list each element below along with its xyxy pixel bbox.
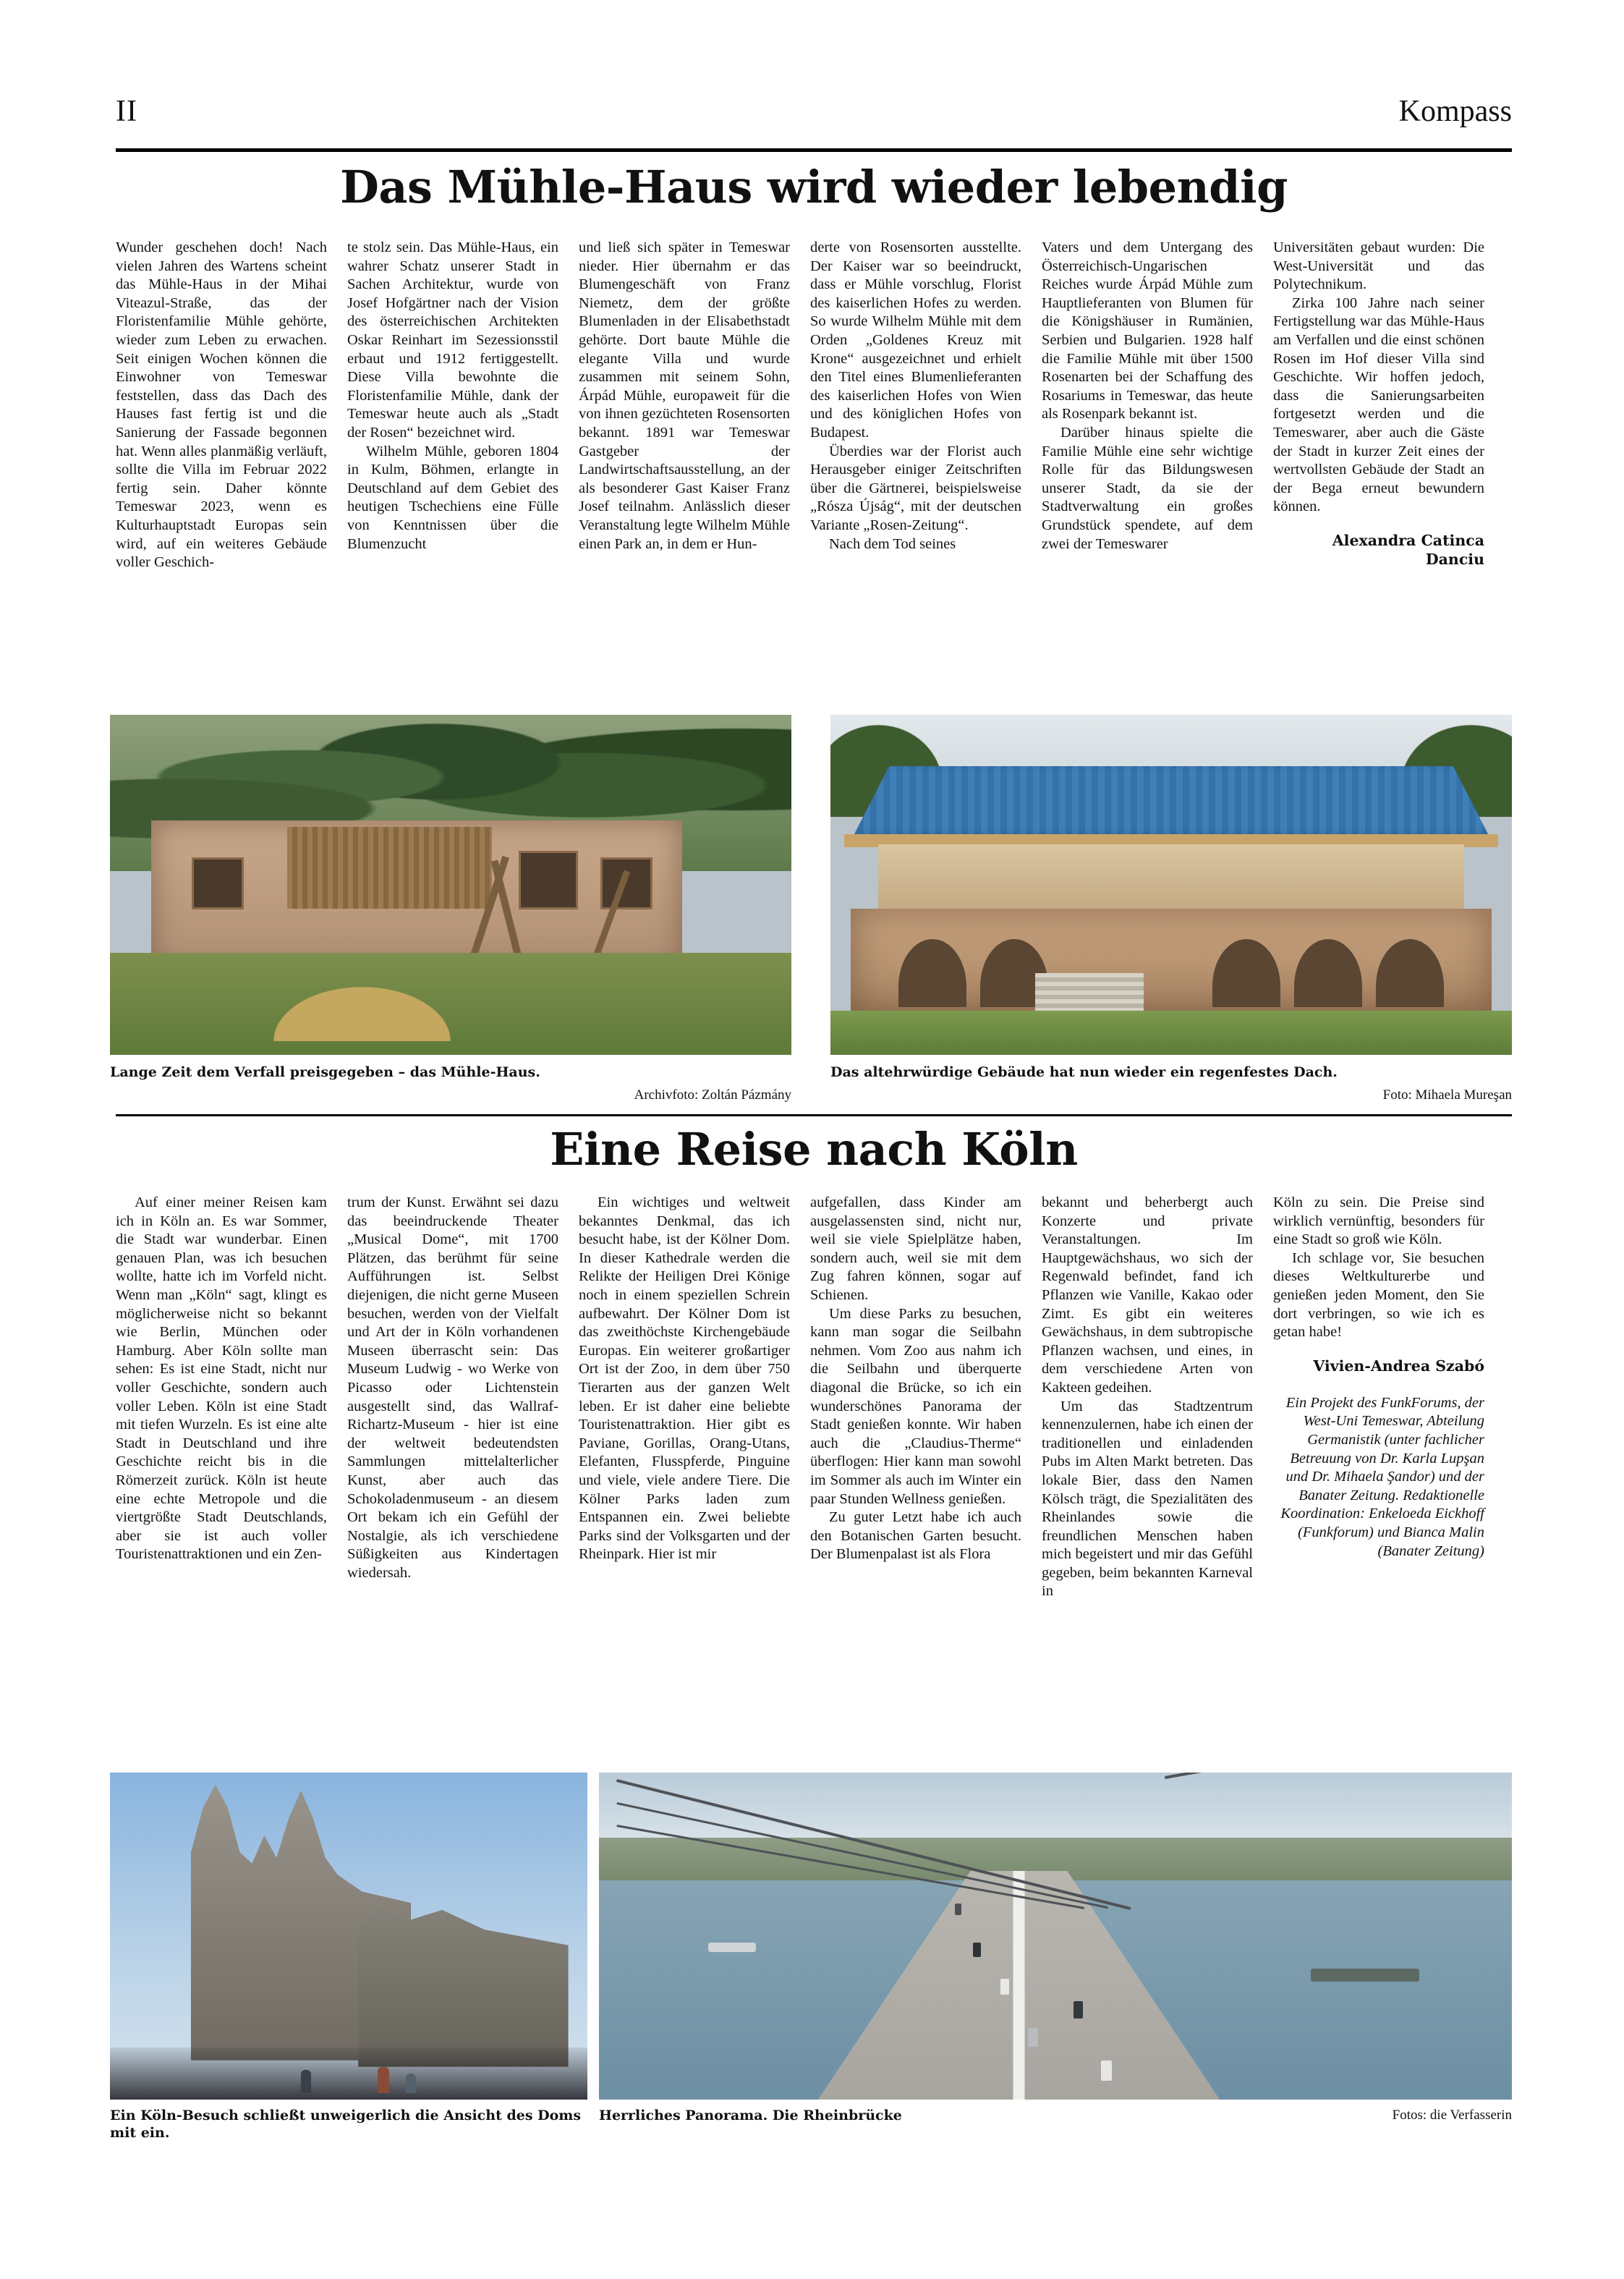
article2-rule xyxy=(116,1114,1512,1116)
photo-muehle-haus-ruin xyxy=(110,715,791,1055)
article2-headline: Eine Reise nach Köln xyxy=(550,1123,1078,1176)
photo-cologne-cathedral xyxy=(110,1773,587,2100)
article2-column-2: trum der Kunst. Erwähnt sei dazu das beeindruckende Theater „Musical Dome“, mit 1700 Plätzen, das berühmt für seine Aufführungen ist. Selbst diejenigen, die nicht gerne Museen besuchen, werden von der Vielfalt und Art der in Köln vorhandenen Museen überrascht sein: Das Museum Ludwig - wo Werke von Picasso oder Lichtenstein ausgestellt sind, das Wallraf-Richartz-Museum - hier ist eine der weltweit bedeutendsten Sammlungen mittelalterlicher Kunst, aber auch das Schokoladenmuseum - an diesem Ort bekam ich ein Gefühl der Nostalgie, als ich verschiedene Süßigkeiten aus Kindertagen wiedersah. xyxy=(347,1194,558,1581)
article1-column-3: und ließ sich später in Temeswar nieder. Hier übernahm er das Blumengeschäft von Franz Niemetz, dem der größte Blumenladen in der Elisabethstadt gehörte. Dort baute Mühle die elegante Villa und wurde zusammen mit seinem Sohn, Árpád Mühle, europaweit für die von ihnen gezüchteten Rosensorten bekannt. 1891 war Temeswar Gastgeber der Landwirtschaftsausstellung, an der als besonderer Gast Kaiser Franz Josef teilnahm. Anlässlich dieser Veranstaltung legte Wilhelm Mühle einen Park an, in dem er Hun- xyxy=(579,239,790,552)
article1-byline: Alexandra Catinca Danciu xyxy=(1332,531,1484,568)
article1-body xyxy=(116,239,1512,572)
article2-byline: Vivien-Andrea Szabó xyxy=(1313,1357,1484,1375)
article2-column-4: aufgefallen, dass Kinder am ausgelassensten sind, nicht nur, weil sie viele Spielplätze haben, sondern auch, weil sie mit dem Zug fahren können, sogar auf Schienen. Um diese Parks zu besuchen, kann man sogar die Seilbahn nehmen. Vom Zoo aus nahm ich die Seilbahn und überquerte diagonal die Brücke, so ich ein wunderschönes Panorama der Stadt genießen konnte. Wir haben auch die „Claudius-Therme“ überflogen: Hier kann man sowohl im Sommer als auch im Winter ein paar Stunden Wellness genießen. Zu guter Letzt habe ich auch den Botanischen Garten besucht. Der Blumenpalast ist als Flora xyxy=(810,1194,1021,1563)
article2-body xyxy=(116,1194,1512,1601)
article1-column-1: Wunder geschehen doch! Nach vielen Jahren des Wartens scheint das Mühle-Haus in der Mihai Viteazul-Straße, das der Floristenfamilie Mühle gehörte, wieder zum Leben zu erwachen. Seit einigen Wochen können die Einwohner von Temeswar feststellen, dass das Dach des Hauses fast fertig ist und die Sanierung der Fassade begonnen hat. Wenn alles planmäßig verläuft, sollte die Villa im Februar 2022 fertig sein. Daher könnte Temeswar 2023, wenn es Kulturhauptstadt Europas sein wird, auf ein weiteres Gebäude voller Geschich- xyxy=(116,239,327,571)
photo-muehle-haus-renovated-caption: Das altehrwürdige Gebäude hat nun wieder ein regenfestes Dach. xyxy=(830,1064,1338,1080)
article1-column-6: Universitäten gebaut wurden: Die West-Universität und das Polytechnikum. Zirka 100 Jahre nach seiner Fertigstellung war das Mühle-Haus am Verfallen und die einst schönen Rosen im Hof dieser Villa sind Geschichte. Wir hoffen jedoch, dass die Sanierungsarbeiten fortgesetzt werden und die Temeswarer, aber auch die Gäste der Stadt in kurzer Zeit eines der wertvollsten Gebäude der Stadt an der Bega erneut bewundern können. Alexandra Catinca Danciu xyxy=(1273,239,1484,568)
article1-column-5: Vaters und dem Untergang des Österreichisch-Ungarischen Reiches wurde Árpád Mühle zum Hauptlieferanten von Blumen für die Königshäuser in Rumänien, Serbien und Bulgarien. 1928 half die Familie Mühle mit über 1500 Rosenarten bei der Schaffung des Rosariums in Temeswar, das heute als Rosenpark bekannt ist. Darüber hinaus spielte die Familie Mühle eine sehr wichtige Rolle für das Bildungswesen unserer Stadt, da sie der Stadtverwaltung ein großes Grundstück spendete, auf dem zwei der Temeswarer xyxy=(1042,239,1253,552)
article2-column-5: bekannt und beherbergt auch Konzerte und private Veranstaltungen. Im Hauptgewächshaus, wo sich der Regenwald befindet, fand ich Pflanzen wie Vanille, Kakao oder Zimt. Es gibt ein weiteres Gewächshaus, in dem subtropische Pflanzen wachsen, und eines, in dem verschiedene Arten von Kakteen gedeihen. Um das Stadtzentrum kennenzulernen, habe ich einen der traditionellen und einladenden Pubs im Alten Markt betreten. Das lokale Bier, dass den Namen Kölsch trägt, die Spezialitäten des Rheinlandes sowie die freundlichen Menschen haben mich begeistert und mir das Gefühl gegeben, beim bekannten Karneval in xyxy=(1042,1194,1253,1600)
project-credit: Ein Projekt des FunkForums, der West-Uni Temeswar, Abteilung Germanistik (unter fachlicher Betreuung von Dr. Karla Lupşan und Dr. Mihaela Şandor) und der Banater Zeitung. Redaktionelle Koordination: Enkeloeda Eickhoff (Funkforum) und Bianca Malin (Banater Zeitung) xyxy=(1280,1394,1484,1559)
photo-rhine-bridge-caption: Herrliches Panorama. Die Rheinbrücke xyxy=(599,2108,902,2123)
article1-column-2: te stolz sein. Das Mühle-Haus, ein wahrer Schatz unserer Stadt in Sachen Architektur, wurde von Josef Hofgärtner nach der Vision des österreichischen Architekten Oskar Reinhart im Sezessionsstil erbaut und 1912 fertiggestellt. Diese Villa bewohnte die Floristenfamilie Mühle, dank der Temeswar heute auch als „Stadt der Rosen“ bezeichnet wird. Wilhelm Mühle, geboren 1804 in Kulm, Böhmen, erlangte in Deutschland auf dem Gebiet des heutigen Tschechiens eine Fülle von Kenntnissen über die Blumenzucht xyxy=(347,239,558,552)
photo-cologne-cathedral-caption: Ein Köln-Besuch schließt unweigerlich die Ansicht des Doms mit ein. xyxy=(110,2108,582,2141)
photo-rhine-bridge xyxy=(599,1773,1512,2100)
article1-column-4: derte von Rosensorten ausstellte. Der Kaiser war so beeindruckt, dass er Mühle vorschlug, Florist des kaiserlichen Hofes zu werden. So wurde Wilhelm Mühle mit dem Orden „Goldenes Kreuz mit Krone“ ausgezeichnet und erhielt den Titel eines Blumenlieferanten des kaiserlichen Hofes von Wien und des königlichen Hofes von Budapest. Überdies war der Florist auch Herausgeber einiger Zeitschriften über die Gärtnerei, beispielsweise „Rósza Újság“, mit der deutschen Variante „Rosen-Zeitung“. Nach dem Tod seines xyxy=(810,239,1021,552)
section-title: Kompass xyxy=(1398,95,1512,128)
article2-column-3: Ein wichtiges und weltweit bekanntes Denkmal, das ich besucht habe, ist der Kölner Dom. In dieser Kathedrale werden die Relikte der Heiligen Drei Könige noch in einem speziellen Schrein aufbewahrt. Der Kölner Dom ist das zweithöchste Kirchengebäude Europas. Ein weiterer großartiger Ort ist der Zoo, in dem über 750 Tierarten aus der ganzen Welt leben. Er ist daher eine beliebte Touristenattraktion. Hier gibt es Paviane, Gorillas, Orang-Utans, Elefanten, Flusspferde, Pinguine und viele, viele andere Tiere. Die Kölner Parks laden zum Entspannen ein. Zwei beliebte Parks sind der Volksgarten und der Rheinpark. Hier ist mir xyxy=(579,1194,790,1563)
article2-column-6: Köln zu sein. Die Preise sind wirklich vernünftig, besonders für eine Stadt so groß wie Köln. Ich schlage vor, Sie besuchen dieses Weltkulturerbe und genießen jeden Moment, den Sie dort verbringen, so wie ich es getan habe! Vivien-Andrea Szabó Ein Projekt des FunkForums, der West-Uni Temeswar, Abteilung Germanistik (unter fachlicher Betreuung von Dr. Karla Lupşan und Dr. Mihaela Şandor) und der Banater Zeitung. Redaktionelle Koordination: Enkeloeda Eickhoff (Funkforum) und Bianca Malin (Banater Zeitung) xyxy=(1273,1194,1484,1601)
photo-muehle-haus-renovated xyxy=(830,715,1512,1055)
article2-column-1: Auf einer meiner Reisen kam ich in Köln an. Es war Sommer, die Stadt war wunderbar. Einen genauen Plan, was ich besuchen wollte, hatte ich im Vorfeld nicht. Wenn man „Köln“ sagt, klingt es möglicherweise nicht so bekannt wie Berlin, München oder Hamburg. Aber Köln sollte man sehen: Es ist eine Stadt, nicht nur voller Geschichte, sondern auch voller Leben. Köln ist eine Stadt mit tiefen Wurzeln. Es ist eine alte Stadt in Deutschland und ihre Geschichte reicht bis in die Römerzeit zurück. Köln ist heute eine echte Metropole und die viertgrößte Stadt Deutschlands, aber sie ist auch voller Touristenattraktionen und ein Zen- xyxy=(116,1194,327,1563)
photo-muehle-haus-ruin-caption: Lange Zeit dem Verfall preisgegeben – das Mühle-Haus. xyxy=(110,1064,540,1080)
article1-headline: Das Mühle-Haus wird wieder lebendig xyxy=(340,161,1288,213)
masthead-rule xyxy=(116,148,1512,152)
photo-muehle-haus-renovated-credit: Foto: Mihaela Mureşan xyxy=(1382,1087,1512,1103)
photo-muehle-haus-ruin-credit: Archivfoto: Zoltán Pázmány xyxy=(634,1087,791,1103)
photo-rhine-bridge-credit: Fotos: die Verfasserin xyxy=(1392,2108,1512,2123)
masthead xyxy=(116,94,1512,129)
page-folio: II xyxy=(116,95,137,128)
